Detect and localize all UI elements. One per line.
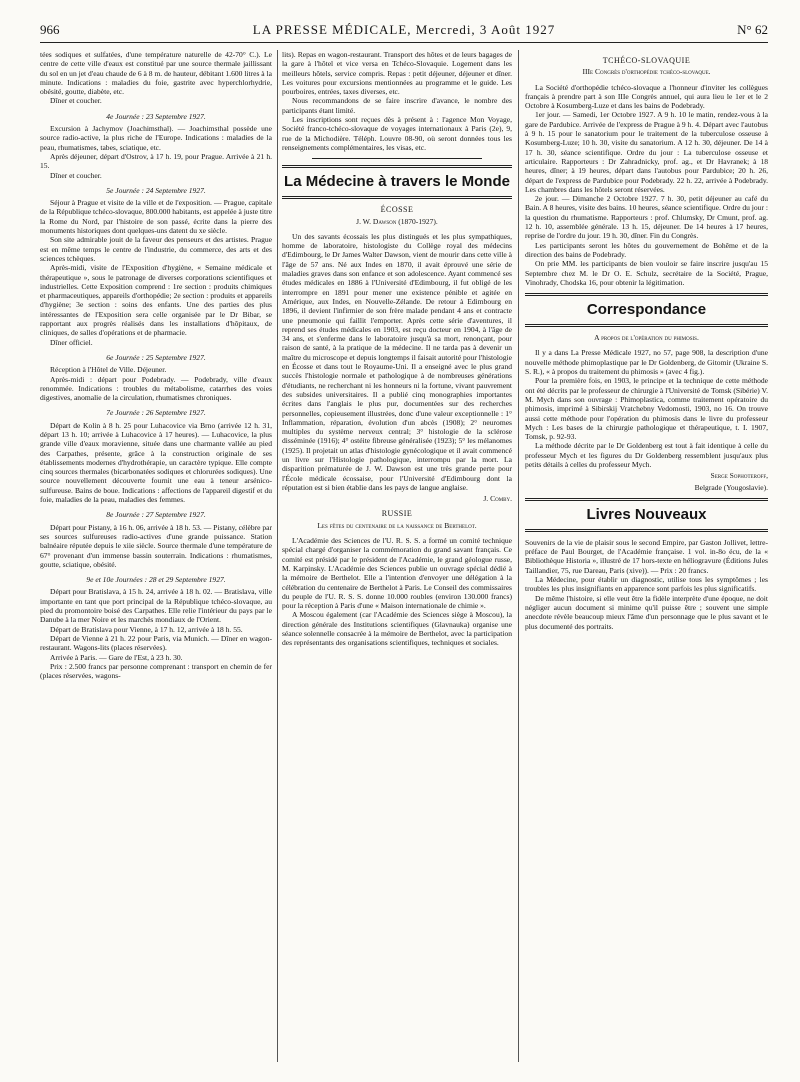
paragraph: Dîner officiel. xyxy=(50,337,93,347)
paragraph: Les participants seront les hôtes du gouvernement de Bohême et de la direction des bains de Podebrady. xyxy=(525,240,768,259)
section-subheading: IIIe Congrès d'orthopédie tchéco-slovaque. xyxy=(582,67,711,77)
signature: J. Comby. xyxy=(483,494,512,504)
section-subheading: J. W. Dawson (1870-1927). xyxy=(356,216,438,226)
section-subheading: Les fêtes du centenaire de la naissance de Berthelot. xyxy=(317,520,477,530)
rubric-title: Correspondance xyxy=(525,293,768,327)
paragraph: 1er jour. — Samedi, 1er Octobre 1927. A 9 h. 10 le matin, rendez-vous à la gare de Pardubice. Arrivée de l'express de Prague à 9 h. 4. Départ avec l'autobus à 9 h. 15 pour le sanatorium pour le traitement de la tuberculose osseuse à Kosumberg-Luze; 10 h. 30, visite du sanatorium. A 12 h. 30, déjeuner. De 14 à 17 h. 30, séance scientifique. Ordre du jour : La tuberculose osseuse et articulaire. Rapporteurs : Dr Zahradnicky, prof. ag., et Dr Havranek; à 18 heures, dîner; à 19 heures, départ dans l'autobus pour Pardubice; 20 h. 26, départ de l'express de Pardubice pour Podebrady. 22 h. 22, arrivée à Podebrady. Les chambres dans les hôtels seront réservées. xyxy=(525,110,768,194)
paragraph: Départ pour Pistany, à 16 h. 06, arrivée à 18 h. 53. — Pistany, célèbre par ses sources sulfureuses radio-actives d'une grande puissance. Station balnéaire réputée depuis le xiie siècle. Source thermale d'une température de 67° provenant d'un immense bassin souterrain. Indications : rhumatismes, goutte, sciatique, obésité. xyxy=(40,522,272,569)
paragraph-continuation: Souvenirs de la vie de plaisir sous le second Empire, par Gaston Jollivet, lettre-préface de Paul Bourget, de l'Académie française. 1 vol. in-8o écu, de la « Bibliothèque Historia », illustré de 17 hors-texte en héliogravure (Éditions Jules Taillandier, 75, rue Dareau, Paris (xive)). — Prix : 20 francs. xyxy=(525,537,768,575)
separator-rule xyxy=(312,158,482,159)
paragraph: La Société d'orthopédie tchéco-slovaque a l'honneur d'inviter les collègues français à prendre part à son IIIe Congrès annuel, qui aura lieu le 1er et le 2 Octobre à Kosumberg-Luze et dans les bains de Podebrady. xyxy=(525,82,768,111)
paragraph: De même l'histoire, si elle veut être la fidèle interprète d'une époque, ne doit négliger aucun document si minime qu'il puisse être ; souvent une simple anecdote révèle beaucoup mieux l'âme d'un personnage que le plus savant et le plus documenté des portraits. xyxy=(525,593,768,631)
paragraph: Départ pour Bratislava, à 15 h. 24, arrivée à 18 h. 02. — Bratislava, ville importante en tant que port principal de la République tchéco-slovaque, au pied du promontoire boisé des Carpathes. Elle relie l'intérieur du pays par le Danube à la mer Noire et les marchés mondiaux de l'Orient. xyxy=(40,587,272,625)
day-heading: 5e Journée : 24 Septembre 1927. xyxy=(106,185,206,195)
paragraph: Son site admirable jouit de la faveur des penseurs et des artistes. Prague est en même temps le centre de l'industrie, du commerce, des arts et des sciences tchèques. xyxy=(40,235,272,263)
paragraph: On prie MM. les participants de bien vouloir se faire inscrire jusqu'au 15 Septembre chez M. le Dr O. E. Schulz, secrétaire de la Société, Prague, Vinohrady, Chodska 16, pour obtenir la légitimation. xyxy=(525,259,768,287)
paragraph: Après-midi : départ pour Podebrady. — Podebrady, ville d'eaux renommée. Indications : troubles du métabolisme, catarrhes des voies digestives, anomalie de la circulation, rhumatismes chroniques. xyxy=(40,374,272,403)
paragraph: Les inscriptions sont reçues dès à présent à : l'agence Mon Voyage, Société franco-tchéco-slovaque de voyages internationaux à Paris (2e), 9, rue de la Michodière. Téléph. Louvre 08-90, où seront données tous les renseignements complémentaires, les visas, etc. xyxy=(282,115,512,152)
section-subheading: A propos de l'opération du phimosis. xyxy=(594,333,699,343)
paragraph: Nous recommandons de se faire inscrire d'avance, le nombre des participants étant limité. xyxy=(282,96,512,115)
paragraph: La méthode décrite par le Dr Goldenberg est tout à fait identique à celle du professeur Mych et les figures du Dr Goldenberg ressemblent jusqu'aux plus petits détails à celles du professeur Mych. xyxy=(525,441,768,469)
page-number: 966 xyxy=(40,22,60,37)
day-heading: 6e Journée : 25 Septembre 1927. xyxy=(106,352,206,362)
paragraph: Un des savants écossais les plus distingués et les plus sympathiques, homme de laboratoire, histologiste du Collège royal des médecins d'Edimbourg, le Dr James Walter Dawson, vient de mourir dans cette ville à l'âge de 57 ans. Né aux Indes en 1870, il avait éprouvé une série de maladies graves dans son enfance et son adolescence. Ayant commencé ses études médicales en 1886 à l'Université d'Edimbourg, il fut obligé de les interrompre en 1891 pour mener une existence pénible et agitée en Amérique, aux Indes, en Nouvelle-Zélande. De retour à Edimbourg en 1896, il devient l'infirmier de son frère malade pendant 4 ans et contracte une pneumonie qui faillit l'emporter. Après cette série d'aventures, il reprend ses études médicales en 1903, est reçu docteur en 1904, à l'âge de 34 ans, et s'enferme dans le laboratoire jusqu'à sa mort, renonçant, pour raison de santé, à la pratique de la médecine. Il ne tarda pas à devenir un maître du microscope et depuis longtemps il faisait autorité pour l'histologie en Écosse et dans tout le Royaume-Uni. Il a enseigné avec le plus grand succès l'histologie normale et pathologique à de nombreuses générations d'étudiants, ne recherchant ni les honneurs ni la fortune, vivant pauvrement des subsides universitaires. Il a publié cinq monographies importantes écrites dans l'anglais le plus pur, documentées sur des recherches personnelles, copieusement illustrées, donc d'une valeur exceptionnelle : 1° Inflammation, réparation, évolution d'un abcès (1908); 2° neuromes multiples du système nerveux central; 3° histologie de la sclérose disséminée (1916); 4° ostéite fibreuse généralisée (1923); 5° les mélanomes (1925). Il projetait un atlas d'histologie gynécologique et il avait commencé un livre sur l'Histologie pathologique, interrompu par la mort. La disparition prématurée de J. W. Dawson est une très grande perte pour l'École médicale écossaise, pour l'Université d'Edimbourg dont la réputation est si bien établie dans les pays de langue anglaise. xyxy=(282,231,512,492)
paragraph: Départ de Vienne à 21 h. 22 pour Paris, via Munich. — Dîner en wagon-restaurant. Wagons-lits (places réservées). xyxy=(40,633,272,653)
page-header xyxy=(40,20,768,43)
day-heading: 4e Journée : 23 Septembre 1927. xyxy=(106,111,206,121)
paragraph: 2e jour. — Dimanche 2 Octobre 1927. 7 h. 30, petit déjeuner au café du Bain. A 8 heures, visite des bains. 10 heures, séance scientifique. Ordre du jour : la question du rhumatisme. Rapporteurs : prof. Chlumsky, Dr Cmunt, prof. ag. 12 h. 10, assemblée générale. 13 h. 15, déjeuner. De 14 heures à 17 heures, reprise de l'ordre du jour. 19 h. 30, dîner. Fin du Congrès. xyxy=(525,194,768,241)
day-heading: 7e Journée : 26 Septembre 1927. xyxy=(106,408,206,418)
rubric-title: La Médecine à travers le Monde xyxy=(282,165,512,199)
paragraph: Pour la première fois, en 1903, le principe et la technique de cette méthode ont été décrits par le professeur de chirurgie à l'Université de Tomsk (Sibérie) V. M. Mych dans son ouvrage : Phimoplastica, comme traitement opératoire du phimosis, imprimé à Sibirskij Vratchebny Vedomosti, 1903, no 16. On trouve aussi cette méthode pour l'opération du phimosis dans le livre du professeur Mych : Les bases de la chirurgie pathologique et thérapeutique, t. I. 1907, Tomsk, p. 92-93. xyxy=(525,376,768,442)
column-divider-left xyxy=(277,50,278,1062)
section-heading: TCHÉCO-SLOVAQUIE xyxy=(602,56,691,65)
column-right xyxy=(525,50,768,631)
section-heading: ÉCOSSE xyxy=(380,205,414,215)
paragraph: Départ de Kolin à 8 h. 25 pour Luhacovice via Brno (arrivée 12 h. 31, départ 13 h. 10; arrivée à Luhacovice à 17 heures). — Luhacovice, la plus grande ville d'eaux moravienne, située dans une charmante vallée au pied des Carpathes, présente, grâce à la construction originale de ses établissements modernes d'hydrothérapie, un caractère typique. Elle compte cinq sources thermales (bicarbonatées sodiques et chlorurées sodiques). Une source nouvellement découverte fournit une eau à teneur arsénico-sulfureuse. Bains de boue. Indications : affections de l'appareil digestif et du foie, maladies de la peau, maladies des femmes. xyxy=(40,420,272,505)
paragraph: Séjour à Prague et visite de la ville et de l'exposition. — Prague, capitale de la République tchéco-slovaque, 800.000 habitants, est appelée à juste titre la Rome du Nord, par l'histoire de son passé, écrite dans la pierre des monuments historiques dont quelques-uns datent du xe siècle. xyxy=(40,198,272,236)
paragraph: Départ de Bratislava pour Vienne, à 17 h. 12, arrivée à 18 h. 55. xyxy=(50,624,243,634)
signature: Serge Sophoteroff, xyxy=(710,471,768,481)
issue-number: N° 62 xyxy=(737,22,768,37)
day-heading: 8e Journée : 27 Septembre 1927. xyxy=(106,510,206,520)
paragraph: Il y a dans La Presse Médicale 1927, no 57, page 908, la description d'une nouvelle méthode phimoplastique par le Dr Goldenberg, de Gitomir (Ukraine S. S. R.), « à propos du traitement du phimosis » (avec 4 fig.). xyxy=(525,348,768,377)
paragraph: Dîner et coucher. xyxy=(50,96,102,106)
paragraph-continuation: tées sodiques et sulfatées, d'une température naturelle de 42-70° C.). Le centre de cette ville d'eaux est constitué par une source thermale jaillissant du sol en un jet d'eau chaude de 6 à 8 m. de hauteur, débitant 1.600 litres à la minute. Indications : maladies du foie, gastrite avec hyperchlorhydrie, obésité, goutte, diabète, etc. xyxy=(40,50,272,97)
day-heading: 9e et 10e Journées : 28 et 29 Septembre 1927. xyxy=(86,575,226,585)
signature-location: Belgrade (Yougoslavie). xyxy=(694,482,768,492)
column-left xyxy=(40,50,272,680)
paragraph: L'Académie des Sciences de l'U. R. S. S. a formé un comité technique spécial chargé d'organiser la commémoration du grand savant français. Ce comité est présidé par le président de l'Académie, le grand géologue russe, M. Karpinsky. L'Académie des Sciences publie un ouvrage spécial dédié à la mémoire de Berthelot. Elle a l'intention d'envoyer une délégation à la célébration du centenaire de Berthelot à Paris. Le Conseil des commissaires du peuple de l'U. R. S. S. donne 10.000 roubles (environ 130.000 francs) pour la réception à Paris d'une « Maison internationale de chimie ». xyxy=(282,536,512,611)
paragraph: Après déjeuner, départ d'Ostrov, à 17 h. 19, pour Prague. Arrivée à 21 h. 15. xyxy=(40,151,272,171)
paragraph: Prix : 2.500 francs par personne comprenant : transport en chemin de fer (places réservées, wagons- xyxy=(40,661,272,681)
paragraph: La Médecine, pour établir un diagnostic, utilise tous les symptômes ; les troubles les plus insignifiants en apparence sont parfois les plus significatifs. xyxy=(525,575,768,594)
column-middle xyxy=(282,50,512,648)
paragraph-continuation: lits). Repas en wagon-restaurant. Transport des hôtes et de leurs bagages de la gare à l'hôtel et vice versa en Tchéco-Slovaquie. Logement dans les meilleurs hôtels, service compris. Repas : petit déjeuner, déjeuner et dîner. Les voitures pour excursions mentionnées au programme et le guide. Les pourboires, entrées, taxes diverses, etc. xyxy=(282,50,512,97)
section-heading: RUSSIE xyxy=(381,509,413,519)
paragraph: A Moscou également (car l'Académie des Sciences siège à Moscou), la direction générale des Institutions scientifiques (Glavnauka) organise une séance solennelle consacrée à la mémoire de Berthelot, avec la participation des représentants des organisations scientifiques, techniques et sociales. xyxy=(282,610,512,648)
paragraph: Dîner et coucher. xyxy=(50,170,102,180)
rubric-title: Livres Nouveaux xyxy=(525,498,768,532)
paragraph: Après-midi, visite de l'Exposition d'hygiène, « Semaine médicale et thérapeutique », sous le patronage de diverses corporations scientifiques et industrielles. Cette Exposition comprend : 1re section : produits chimiques et pharmaceutiques, appareils d'orthopédie; 2e section : produits et appareils d'hygiène; 3e section : soins des enfants. Une des parties des plus intéressantes de l'Exposition sera celle organisée par le Dr Bibar, se rapportant aux progrès réalisés dans les installations d'hôpitaux, de cliniques, de salles d'opérations et de pharmacie. xyxy=(40,263,272,338)
paragraph: Réception à l'Hôtel de Ville. Déjeuner. xyxy=(50,365,167,375)
column-divider-right xyxy=(518,50,519,1062)
paragraph: Excursion à Jachymov (Joachimsthal). — Joachimsthal possède une source radio-active, la plus riche de l'Europe. Indications : maladies de la peau, rhumatismes, tabes, sciatique, etc. xyxy=(40,124,272,152)
paragraph: Arrivée à Paris. — Gare de l'Est, à 23 h. 30. xyxy=(50,652,183,662)
journal-title: LA PRESSE MÉDICALE, Mercredi, 3 Août 1927 xyxy=(252,22,556,37)
